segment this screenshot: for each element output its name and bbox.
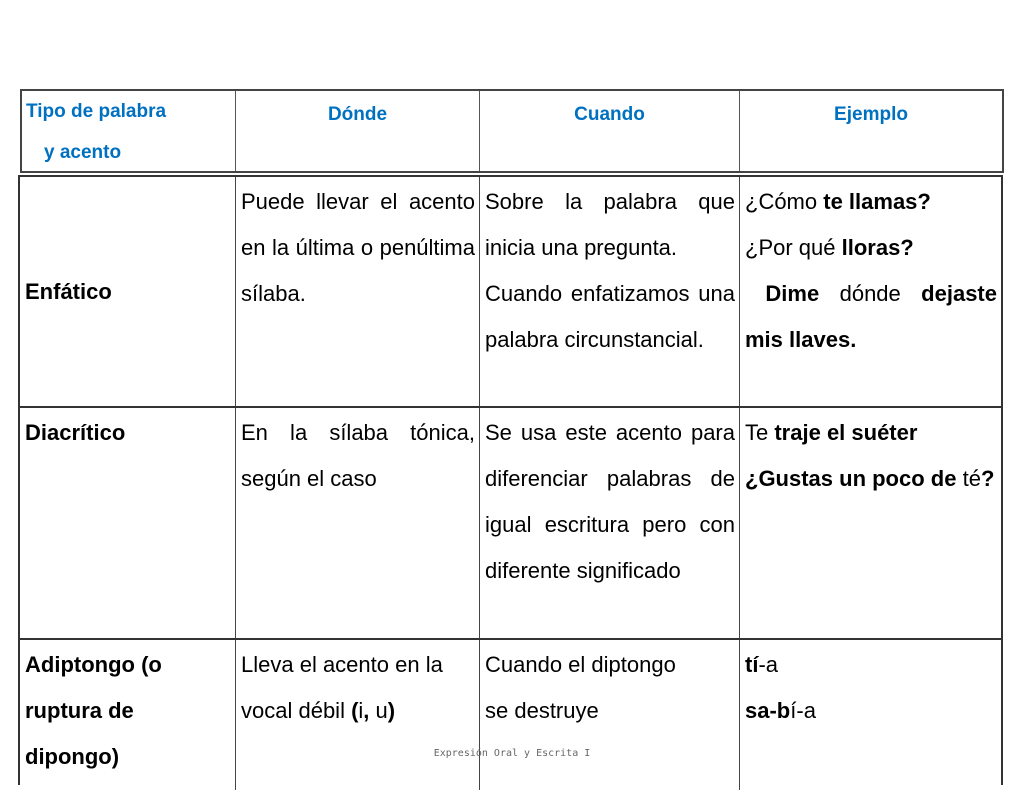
ejemplo-text-bold: dejaste mis llaves. <box>745 281 997 352</box>
ejemplo-text-bold: Dime <box>745 281 820 306</box>
cuando-line: se destruye <box>485 698 599 723</box>
table-header <box>20 89 1004 173</box>
cell-ejemplo <box>740 408 1001 638</box>
cuando-line: Cuando el diptongo <box>485 652 676 677</box>
donde-text-bold: ) <box>387 698 396 723</box>
ejemplo-line <box>745 642 997 688</box>
ejemplo-line <box>745 410 997 456</box>
ejemplo-line <box>745 271 997 363</box>
ejemplo-text-bold: lloras? <box>841 235 914 260</box>
ejemplo-text-bold: traje el suéter <box>774 420 918 445</box>
header-donde: Dónde <box>236 91 480 171</box>
ejemplo-line <box>745 688 997 734</box>
cell-cuando: Se usa este acento para diferenciar palabras de igual escritura pero con diferente significado <box>480 408 740 638</box>
accent-table <box>18 175 1003 785</box>
cuando-line: Sobre la palabra que inicia una pregunta. <box>485 189 735 260</box>
header-tipo-line2: y acento <box>44 142 122 163</box>
ejemplo-line <box>745 225 997 271</box>
ejemplo-text: Te <box>745 420 775 445</box>
donde-text: i <box>358 698 364 723</box>
ejemplo-text: í <box>790 698 797 723</box>
header-ejemplo: Ejemplo <box>834 104 908 125</box>
ejemplo-text: ¿Cómo <box>745 189 824 214</box>
ejemplo-text-bold: te llamas? <box>823 189 931 214</box>
ejemplo-text: dónde <box>819 281 922 306</box>
ejemplo-text-bold: ? <box>980 466 995 491</box>
cell-ejemplo <box>740 177 1001 406</box>
cell-donde: En la sílaba tónica, según el caso <box>236 408 480 638</box>
header-tipo <box>22 91 236 171</box>
ejemplo-text: ¿Por qué <box>745 235 842 260</box>
ejemplo-line <box>745 456 997 502</box>
donde-text-bold: ( <box>351 698 359 723</box>
table-row <box>20 408 1001 640</box>
cell-tipo: Enfático <box>20 177 236 406</box>
donde-text: u <box>375 698 388 723</box>
ejemplo-text-bold: sa-b <box>745 698 791 723</box>
header-tipo-line1: Tipo de palabra <box>26 101 167 122</box>
cell-tipo: Adiptongo (o ruptura de dipongo) <box>20 640 236 790</box>
table-row <box>20 177 1001 408</box>
cell-tipo: Diacrítico <box>20 408 236 638</box>
slide-footer: Expresión Oral y Escrita I <box>433 748 591 759</box>
donde-text: Lleva el acento en la vocal débil <box>241 652 443 723</box>
cell-donde: Puede llevar el acento en la última o penúltima sílaba. <box>236 177 480 406</box>
cuando-line: Cuando enfatizamos una palabra circunstancial. <box>485 281 735 352</box>
ejemplo-text: -a <box>758 652 779 677</box>
ejemplo-line <box>745 179 997 225</box>
ejemplo-text-bold: tí <box>745 652 759 677</box>
donde-text-bold: , <box>363 698 376 723</box>
header-cuando: Cuando <box>480 91 740 171</box>
ejemplo-text: té <box>962 466 981 491</box>
cell-cuando <box>480 177 740 406</box>
ejemplo-text: -a <box>796 698 816 723</box>
ejemplo-text-bold: ¿Gustas un poco de <box>745 466 963 491</box>
